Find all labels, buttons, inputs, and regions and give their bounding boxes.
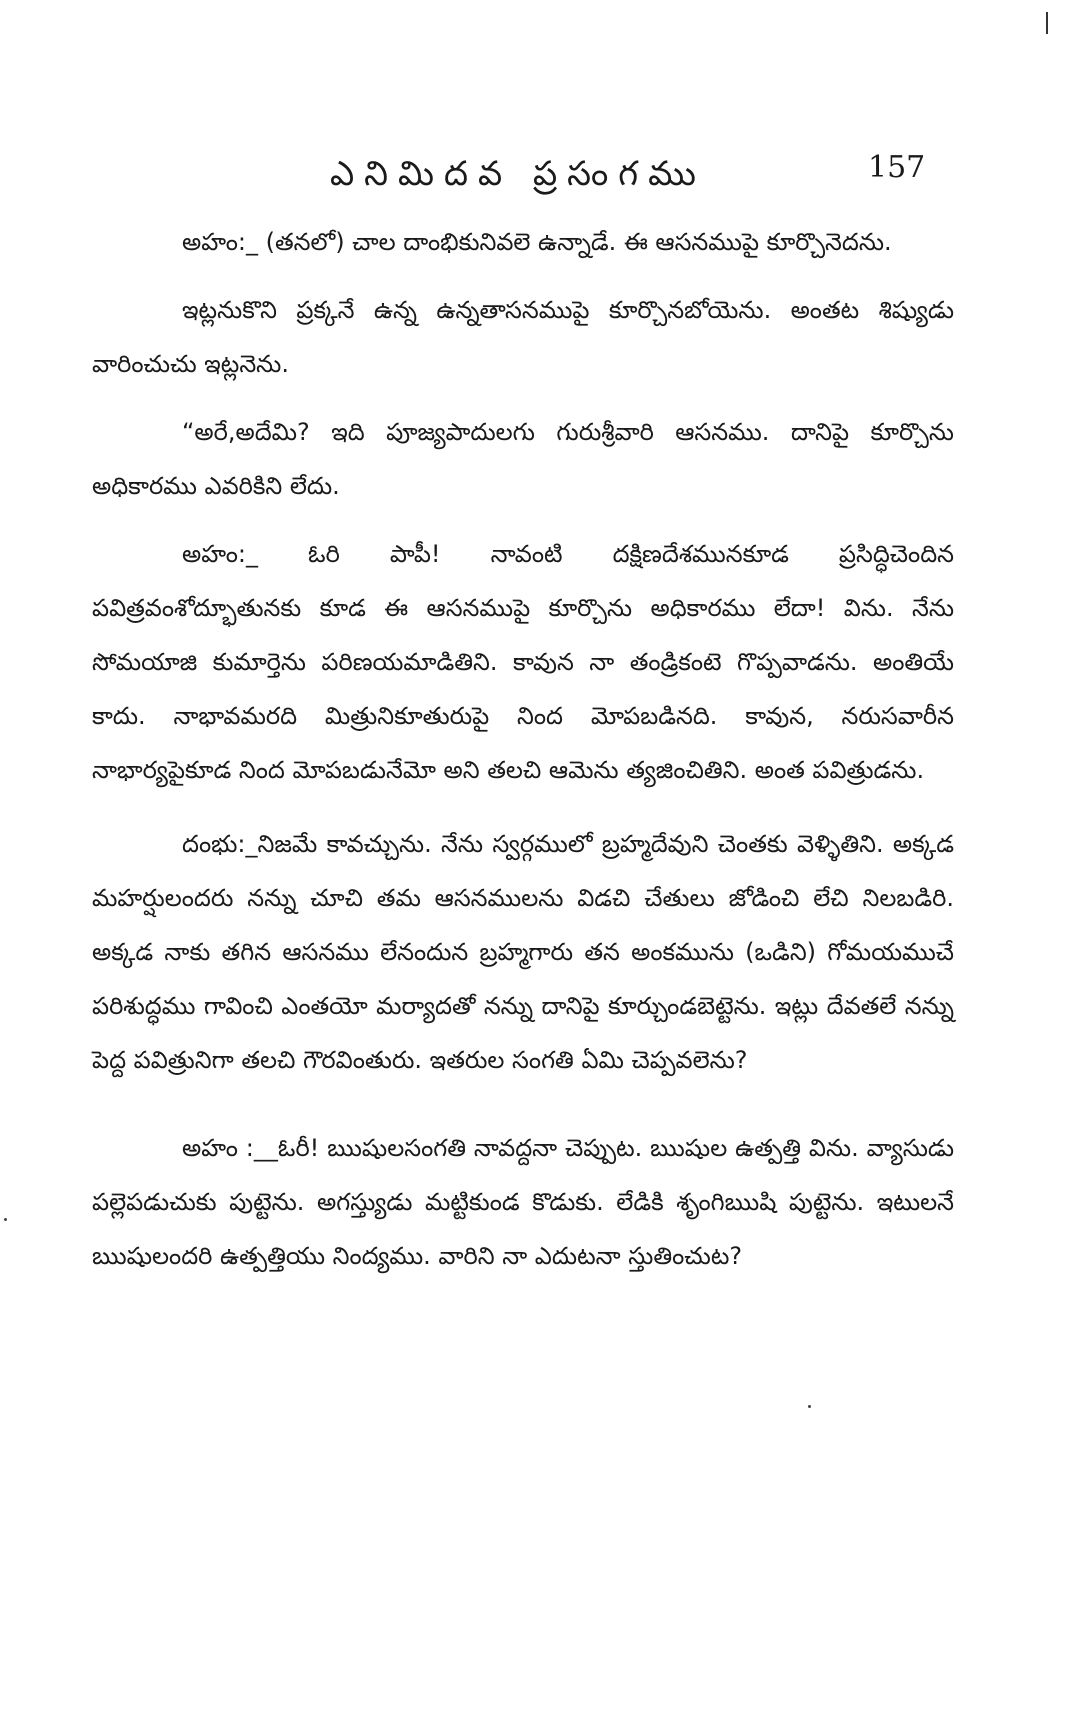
paragraph-narration: ఇట్లనుకొని ప్రక్కనే ఉన్న ఉన్నతాసనముపై కూర్చొనబోయెను. అంతట శిష్యుడు వారించుచు ఇట్లనెను. <box>92 296 954 378</box>
paragraph-aham-1: అహం:_ (తనలో) చాల దాంభికునివలె ఉన్నాడే. ఈ ఆసనముపై కూర్చొనెదను. <box>182 228 892 256</box>
paragraph-aham-3: అహం :__ఓరీ! ఋషులసంగతి నావద్దనా చెప్పుట. ఋషుల ఉత్పత్తి విను. వ్యాసుడు పల్లెపడుచుకు పుట్టెను. అగస్త్యుడు మట్టికుండ కొడుకు. లేడికి శృంగిఋషి పుట్టెను. ఇటులనే ఋషులందరి ఉత్పత్తియు నింద్యము. వారిని నా ఎదుటనా స్తుతించుట? <box>92 1134 954 1270</box>
paragraph-aham-2: అహం:_ ఓరి పాపీ! నావంటి దక్షిణదేశమునకూడ ప్రసిద్ధిచెందిన పవిత్రవంశోద్భూతునకు కూడ ఈ ఆసనముపై కూర్చొను అధికారము లేదా! విను. నేను సోమయాజి కుమార్తెను పరిణయమాడితిని. కావున నా తండ్రికంటె గొప్పవాడను. అంతియే కాదు. నాభావమరది మిత్రునికూతురుపై నింద మోపబడినది. కావున, నరుసవారీన నాభార్యపైకూడ నింద మోపబడునేమో అని తలచి ఆమెను త్యజించితిని. అంత పవిత్రుడను. <box>92 540 954 784</box>
paragraph-disciple: “అరే,అదేమి? ఇది పూజ్యపాదులగు గురుశ్రీవారి ఆసనము. దానిపై కూర్చొను అధికారము ఎవరికిని లేదు. <box>92 418 954 500</box>
scan-speck <box>808 1405 811 1408</box>
page-edge-mark <box>1046 12 1048 34</box>
paragraph-dambhu: దంభు:_నిజమే కావచ్చును. నేను స్వర్గములో బ్రహ్మదేవుని చెంతకు వెళ్ళితిని. అక్కడ మహర్షులందరు నన్ను చూచి తమ ఆసనములను విడచి చేతులు జోడించి లేచి నిలబడిరి. అక్కడ నాకు తగిన ఆసనము లేనందున బ్రహ్మగారు తన అంకమును (ఒడిని) గోమయముచే పరిశుద్ధము గావించి ఎంతయో మర్యాదతో నన్ను దానిపై కూర్చుండబెట్టెను. ఇట్లు దేవతలే నన్ను పెద్ద పవిత్రునిగా తలచి గౌరవింతురు. ఇతరుల సంగతి ఏమి చెప్పవలెను? <box>92 830 954 1074</box>
body-text <box>92 215 954 1283</box>
scan-speck <box>4 1218 7 1221</box>
chapter-title: ఎనిమిదవ ప్రసంగము <box>330 154 706 194</box>
page-header <box>0 150 1077 200</box>
page-number: 157 <box>868 150 926 185</box>
